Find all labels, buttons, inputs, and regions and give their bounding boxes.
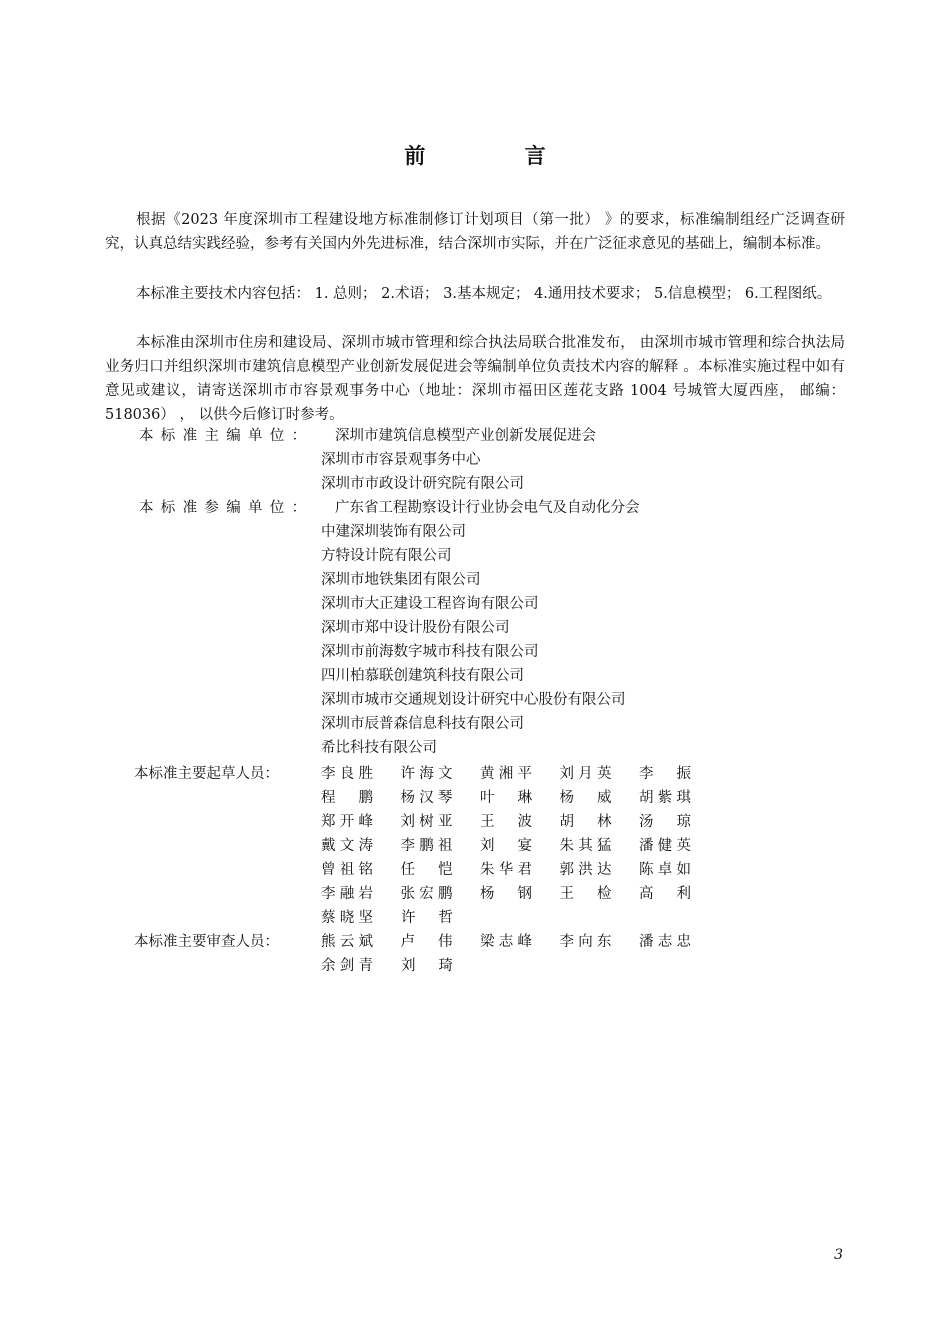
drafters-row [321,834,691,858]
drafter-name: 王波 [480,814,532,830]
drafter-name: 张宏鹏 [400,886,453,902]
drafter-name: 许海文 [400,766,453,782]
reviewers-list [321,930,691,978]
drafter-name: 杨威 [559,790,612,806]
drafter-name: 王检 [559,886,612,902]
participating-unit: 希比科技有限公司 [321,740,437,756]
drafters-row [321,858,691,882]
reviewers-label: 本标准主要审查人员： [134,934,279,950]
participating-units-label: 本标准参编单位： [139,500,314,516]
drafter-name: 李融岩 [321,886,373,902]
reviewer-name: 刘琦 [401,958,453,974]
paragraph-content: 本标准主要技术内容包括： 1. 总则； 2.术语； 3.基本规定； 4.通用技术要求； 5.信息模型； 6.工程图纸。 [136,286,832,302]
drafters-row [321,786,691,810]
drafters-list [321,762,691,930]
chief-unit: 深圳市市容景观事务中心 [321,452,481,468]
paragraph-approval: 本标准由深圳市住房和建设局、深圳市城市管理和综合执法局联合批准发布， 由深圳市城市管理和综合执法局业务归口并组织深圳市建筑信息模型产业创新发展促进会等编制单位负责技术内容的解释 。本标准实施过程中如有意见或建议，请寄送深圳市市容景观事务中心（地址：深圳市福田区莲花支路 1004 号城管大厦西座， 邮编： 518036） ， 以供今后修订时参考。 [105,335,845,423]
chief-unit: 深圳市市政设计研究院有限公司 [321,476,524,492]
drafter-name: 曾祖铭 [321,862,373,878]
drafter-name: 黄湘平 [480,766,532,782]
reviewer-name: 潘志忠 [639,934,691,950]
drafter-name: 蔡晓坚 [321,910,373,926]
drafters-label: 本标准主要起草人员： [134,766,279,782]
participating-unit: 方特设计院有限公司 [321,548,452,564]
reviewer-name: 李向东 [559,934,612,950]
drafter-name: 李鹏祖 [400,838,453,854]
drafter-name: 高利 [639,886,691,902]
drafter-name: 胡紫琪 [639,790,691,806]
reviewer-name: 卢伟 [400,934,453,950]
participating-unit: 深圳市地铁集团有限公司 [321,572,481,588]
drafter-name: 朱华君 [480,862,532,878]
drafters-row [321,762,691,786]
drafter-name: 汤琼 [639,814,691,830]
page-title: 前 言 [404,144,592,168]
drafter-name: 刘宴 [480,838,532,854]
drafters-row [321,882,691,906]
participating-unit: 中建深圳装饰有限公司 [321,524,466,540]
drafter-name: 程鹏 [321,790,373,806]
drafter-name: 潘健英 [639,838,691,854]
drafter-name: 刘月英 [559,766,612,782]
drafter-name: 叶琳 [480,790,532,806]
participating-unit: 深圳市前海数字城市科技有限公司 [321,644,539,660]
drafter-name: 朱其猛 [559,838,612,854]
drafters-row [321,906,691,930]
drafter-name: 杨钢 [480,886,532,902]
reviewers-row [321,930,691,954]
drafter-name: 杨汉琴 [400,790,453,806]
drafter-name: 任恺 [400,862,453,878]
drafter-name: 郭洪达 [559,862,612,878]
drafter-name: 刘树亚 [400,814,453,830]
participating-unit: 深圳市大正建设工程咨询有限公司 [321,596,539,612]
participating-unit: 深圳市城市交通规划设计研究中心股份有限公司 [321,692,626,708]
reviewer-name: 熊云斌 [321,934,373,950]
participating-unit: 深圳市郑中设计股份有限公司 [321,620,510,636]
drafter-name: 许哲 [401,910,453,926]
drafter-name: 郑开峰 [321,814,373,830]
participating-unit: 广东省工程勘察设计行业协会电气及自动化分会 [335,500,640,516]
chief-unit: 深圳市建筑信息模型产业创新发展促进会 [335,428,596,444]
reviewer-name: 梁志峰 [480,934,532,950]
participating-unit: 深圳市辰普森信息科技有限公司 [321,716,524,732]
chief-units-label: 本标准主编单位： [139,428,314,444]
drafter-name: 李良胜 [321,766,373,782]
drafter-name: 陈卓如 [639,862,691,878]
participating-unit: 四川柏慕联创建筑科技有限公司 [321,668,524,684]
drafters-row [321,810,691,834]
page-number: 3 [834,1247,843,1263]
reviewer-name: 余剑青 [321,958,373,974]
paragraph-basis: 根据《2023 年度深圳市工程建设地方标准制修订计划项目（第一批） 》的要求，标准编制组经广泛调查研究，认真总结实践经验，参考有关国内外先进标准，结合深圳市实际，并在广泛征求意见的基础上，编制本标准。 [105,212,845,252]
drafter-name: 胡林 [559,814,612,830]
drafter-name: 戴文涛 [321,838,373,854]
drafter-name: 李振 [639,766,691,782]
reviewers-row [321,954,691,978]
